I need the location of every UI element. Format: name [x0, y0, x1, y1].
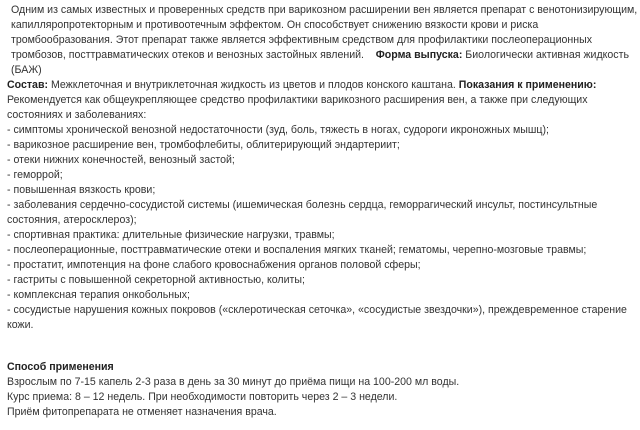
intro-line [11, 48, 635, 63]
intro-line: (БАЖ) [11, 64, 42, 76]
list-item: - комплексная терапия онкобольных; [7, 289, 190, 301]
list-item: - сосудистые нарушения кожных покровов («склеротическая сеточка», «сосудистые звездочки»), преждевременное старение [7, 304, 627, 316]
list-item: состояниях и заболеваниях: [7, 109, 147, 121]
list-item: Рекомендуется как общеукрепляющее средство профилактики варикозного расширения вен, а также при следующих [7, 94, 588, 106]
list-item: - гастриты с повышенной секреторной активностью, колиты; [7, 274, 305, 286]
intro-line: капилляропротекторным и противоотечным эффектом. Он способствует снижению вязкости крови и риска [11, 19, 539, 31]
usage-line: Приём фитопрепарата не отменяет назначения врача. [7, 406, 277, 418]
list-item: кожи. [7, 319, 34, 331]
usage-section [7, 360, 635, 420]
composition-value: Межклеточная и внутриклеточная жидкость из цветов и плодов конского каштана. [50, 79, 456, 91]
usage-line: Взрослым по 7-15 капель 2-3 раза в день за 30 минут до приёма пищи на 100-200 мл воды. [7, 376, 460, 388]
list-item: - послеоперационные, посттравматические отеки и воспаления мягких тканей; гематомы, черепно-мозговые травмы; [7, 244, 587, 256]
list-item: - отеки нижних конечностей, венозный застой; [7, 154, 235, 166]
list-item: - заболевания сердечно-сосудистой системы (ишемическая болезнь сердца, геморрагический инсульт, постинсультные [7, 199, 598, 211]
list-item: - простатит, импотенция на фоне слабого кровоснабжения органов половой сферы; [7, 259, 421, 271]
composition-section [7, 78, 635, 93]
list-item: - спортивная практика: длительные физические нагрузки, травмы; [7, 229, 335, 241]
intro-line: Одним из самых известных и проверенных средств при варикозном расширении вен является препарат с венотонизирующим, [11, 4, 638, 16]
indications-list [7, 93, 635, 333]
list-item: - симптомы хронической венозной недостаточности (зуд, боль, тяжесть в ногах, судороги икроножных мышц); [7, 124, 549, 136]
list-item: состояния, атеросклероз); [7, 214, 137, 226]
intro-line: тромбообразования. Этот препарат также является эффективным средством для профилактики послеоперационных [11, 34, 593, 46]
composition-line [7, 78, 635, 93]
list-item: - геморрой; [7, 169, 63, 181]
intro-paragraph [7, 3, 638, 78]
usage-line: Курс приема: 8 – 12 недель. При необходимости повторить через 2 – 3 недели. [7, 391, 398, 403]
composition-label: Состав: [7, 79, 48, 91]
list-item: - варикозное расширение вен, тромбофлебиты, облитерирующий эндартериит; [7, 139, 400, 151]
form-label: Форма выпуска: [375, 49, 463, 61]
form-value: Биологически активная жидкость [465, 49, 629, 61]
list-item: - повышенная вязкость крови; [7, 184, 156, 196]
intro-line-text: тромбозов, посттравматических отеков и венозных застойных явлений. [11, 49, 364, 61]
indications-label: Показания к применению: [458, 79, 597, 91]
usage-title: Способ применения [7, 361, 114, 373]
